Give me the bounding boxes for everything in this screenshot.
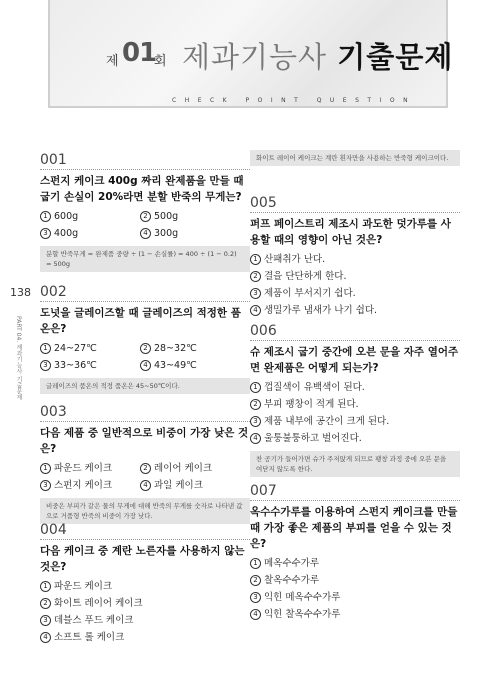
- option-3: 3 데블스 푸드 케이크: [40, 612, 250, 629]
- question-text: 다음 제품 중 일반적으로 비중이 가장 낮은 것은?: [40, 427, 249, 455]
- page-number: 138: [10, 286, 31, 299]
- option-2: 2 화이트 레이어 케이크: [40, 595, 250, 612]
- option-4: 4 생밀가루 냄새가 나기 쉽다.: [250, 302, 460, 319]
- options: [40, 208, 250, 242]
- question-text: 도넛을 글레이즈할 때 글레이즈의 적정한 품온은?: [40, 307, 241, 335]
- question-003: [40, 404, 250, 524]
- question-number: 004: [40, 522, 250, 540]
- circle-3-icon: 3: [250, 592, 261, 603]
- explanation-note: 화이트 레이어 케이크는 계란 흰자만을 사용하는 반죽형 케이크이다.: [250, 150, 460, 166]
- option-3: 3 익힌 메옥수수가루: [250, 589, 460, 606]
- option-1: 1 파운드 케이크: [40, 578, 250, 595]
- page-title: [182, 35, 453, 76]
- options: [250, 379, 460, 447]
- question-001: [40, 152, 250, 272]
- header-je: 제: [106, 54, 119, 69]
- option-2: 2 결을 단단하게 한다.: [250, 268, 460, 285]
- side-vertical-label: PART 04. 제과기능사 기출문제: [15, 316, 22, 400]
- option-3: 3 제품 내부에 공간이 크게 된다.: [250, 413, 460, 430]
- option-2: 2 레이어 케이크: [140, 460, 240, 477]
- option-1: 1 산패취가 난다.: [250, 251, 460, 268]
- question-number: 001: [40, 152, 250, 170]
- options: [250, 555, 460, 623]
- question-number: 002: [40, 284, 250, 302]
- option-2: 2 부피 팽창이 적게 된다.: [250, 396, 460, 413]
- question-text: 다음 케이크 중 계란 노른자를 사용하지 않는 것은?: [40, 545, 245, 573]
- circle-2-icon: 2: [250, 271, 261, 282]
- option-3: 3 33~36℃: [40, 357, 140, 374]
- title-bold: 기출문제: [337, 40, 454, 74]
- option-4: 4 300g: [140, 225, 240, 242]
- circle-2-icon: 2: [250, 399, 261, 410]
- question-number: 006: [250, 323, 460, 341]
- question-text: 옥수수가루를 이용하여 스펀지 케이크를 만들 때 가장 좋은 제품의 부피를 얻을 수 있는 것은?: [250, 506, 458, 550]
- option-4: 4 과일 케이크: [140, 477, 240, 494]
- circle-4-icon: 4: [250, 609, 261, 620]
- option-1: 1 600g: [40, 208, 140, 225]
- options: [40, 460, 250, 494]
- option-3: 3 400g: [40, 225, 140, 242]
- option-4: 4 울퉁불퉁하고 벌어진다.: [250, 430, 460, 447]
- question-004-explanation: [250, 150, 460, 166]
- option-2: 2 28~32℃: [140, 340, 240, 357]
- circle-2-icon: 2: [140, 463, 151, 474]
- circle-4-icon: 4: [250, 433, 261, 444]
- question-number: 007: [250, 483, 460, 501]
- header-hoe: 회: [154, 54, 167, 69]
- explanation-note: 글레이즈의 품온의 적정 품온은 45~50℃이다.: [40, 378, 250, 394]
- circle-2-icon: 2: [140, 211, 151, 222]
- circle-1-icon: 1: [40, 463, 51, 474]
- circle-1-icon: 1: [250, 254, 261, 265]
- circle-4-icon: 4: [250, 305, 261, 316]
- circle-1-icon: 1: [40, 211, 51, 222]
- circle-2-icon: 2: [250, 575, 261, 586]
- circle-4-icon: 4: [140, 228, 151, 239]
- header-subtitle: CHECK POINT QUESTION: [172, 97, 417, 104]
- circle-2-icon: 2: [40, 598, 51, 609]
- option-1: 1 메옥수수가루: [250, 555, 460, 572]
- option-4: 4 익힌 찰옥수수가루: [250, 606, 460, 623]
- option-4: 4 소프트 롤 케이크: [40, 629, 250, 646]
- circle-3-icon: 3: [40, 480, 51, 491]
- question-002: [40, 284, 250, 394]
- circle-4-icon: 4: [140, 480, 151, 491]
- circle-4-icon: 4: [140, 360, 151, 371]
- question-text: 퍼프 페이스트리 제조시 과도한 덧가루를 사용할 때의 영향이 아닌 것은?: [250, 218, 451, 246]
- option-3: 3 제품이 부서지기 쉽다.: [250, 285, 460, 302]
- circle-3-icon: 3: [40, 615, 51, 626]
- circle-1-icon: 1: [40, 581, 51, 592]
- question-number: 005: [250, 195, 460, 213]
- circle-1-icon: 1: [40, 343, 51, 354]
- option-3: 3 스펀지 케이크: [40, 477, 140, 494]
- options: [250, 251, 460, 319]
- circle-3-icon: 3: [250, 416, 261, 427]
- option-2: 2 500g: [140, 208, 240, 225]
- question-004: [40, 522, 250, 646]
- question-005: [250, 195, 460, 319]
- explanation-note: 분할 반죽무게 = 완제품 중량 ÷ (1 − 손실률) = 400 ÷ (1 − 0.2) = 500g: [40, 246, 250, 272]
- circle-1-icon: 1: [250, 558, 261, 569]
- question-text: 슈 제조시 굽기 중간에 오븐 문을 자주 열어주면 완제품은 어떻게 되는가?: [250, 346, 459, 374]
- chapter-header: [48, 0, 454, 108]
- header-number: 01: [122, 38, 157, 68]
- question-number: 003: [40, 404, 250, 422]
- question-text: 스펀지 케이크 400g 짜리 완제품을 만들 때 굽기 손실이 20%라면 분할 반죽의 무게는?: [40, 175, 244, 203]
- option-1: 1 파운드 케이크: [40, 460, 140, 477]
- circle-3-icon: 3: [250, 288, 261, 299]
- question-007: [250, 483, 460, 623]
- explanation-note: 찬 공기가 들어가면 슈가 주저앉게 되므로 팽창 과정 중에 오븐 문을 여닫지 않도록 한다.: [250, 451, 460, 477]
- circle-3-icon: 3: [40, 228, 51, 239]
- option-4: 4 43~49℃: [140, 357, 240, 374]
- options: [40, 578, 250, 646]
- option-2: 2 찰옥수수가루: [250, 572, 460, 589]
- option-1: 1 껍질색이 유백색이 된다.: [250, 379, 460, 396]
- option-1: 1 24~27℃: [40, 340, 140, 357]
- question-006: [250, 323, 460, 477]
- title-light: 제과기능사: [182, 40, 328, 74]
- circle-2-icon: 2: [140, 343, 151, 354]
- circle-4-icon: 4: [40, 632, 51, 643]
- circle-1-icon: 1: [250, 382, 261, 393]
- explanation-note: 비중은 부피가 같은 물의 무게에 대해 반죽의 무게를 숫자로 나타낸 값으로 거품형 반죽의 비중이 가장 낮다.: [40, 498, 250, 524]
- circle-3-icon: 3: [40, 360, 51, 371]
- options: [40, 340, 250, 374]
